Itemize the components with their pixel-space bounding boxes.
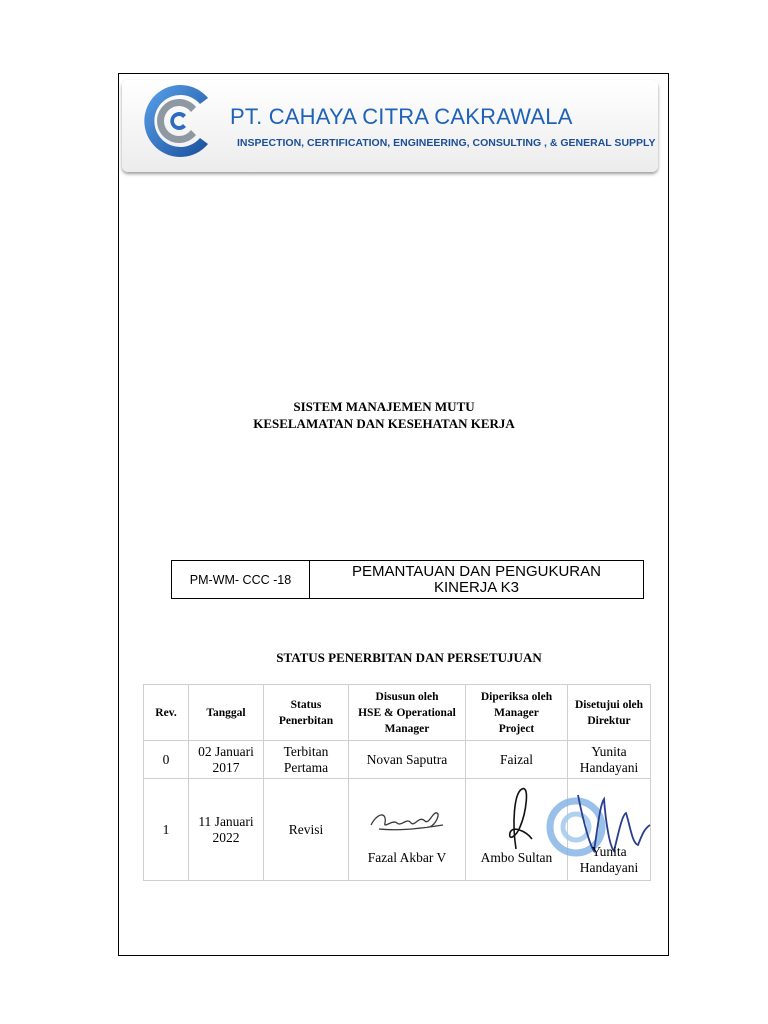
- company-tagline: INSPECTION, CERTIFICATION, ENGINEERING, CONSULTING , & GENERAL SUPPLY: [237, 137, 656, 149]
- header-disusun: [349, 685, 466, 741]
- row0-status-line2: Pertama: [283, 759, 329, 775]
- header-diperiksa-line1: Diperiksa oleh: [480, 690, 553, 703]
- row1-disetujui: [568, 779, 651, 881]
- approval-header-row: [144, 685, 651, 741]
- row1-disetujui-name: [568, 844, 650, 876]
- header-diperiksa-line3: Project: [498, 722, 535, 735]
- row1-disusun: [349, 779, 466, 881]
- row0-rev: 0: [144, 741, 189, 779]
- header-disetujui-line2: Direktur: [587, 714, 631, 727]
- approval-section-title: STATUS PENERBITAN DAN PERSETUJUAN: [276, 650, 542, 665]
- ccc-logo-icon: [138, 80, 218, 162]
- row1-diperiksa-name: Ambo Sultan: [480, 850, 553, 865]
- header-status-line1: Status: [290, 698, 322, 711]
- row0-tanggal-line1: 02 Januari: [198, 743, 254, 759]
- row0-diperiksa: Faizal: [466, 741, 568, 779]
- header-disusun-line1: Disusun oleh: [375, 690, 439, 703]
- header-disetujui-line1: Disetujui oleh: [574, 698, 644, 711]
- row0-tanggal: [189, 741, 264, 779]
- header-diperiksa: [466, 685, 568, 741]
- row0-disetujui: [568, 741, 651, 779]
- company-name: PT. CAHAYA CITRA CAKRAWALA: [230, 104, 573, 129]
- row1-disetujui-line1: Yunita: [591, 844, 627, 859]
- header-status-line2: Penerbitan: [278, 714, 334, 727]
- document-title-line2: KESELAMATAN DAN KESEHATAN KERJA: [253, 416, 515, 431]
- document-code-table: [171, 560, 644, 599]
- header-status: [264, 685, 349, 741]
- row1-tanggal-line1: 11 Januari: [198, 813, 254, 829]
- row0-status: [264, 741, 349, 779]
- header-disusun-line2: HSE & Operational: [358, 706, 456, 719]
- row0-disetujui-line2: Handayani: [579, 759, 639, 775]
- row0-status-line1: Terbitan: [283, 743, 329, 759]
- row0-disusun: Novan Saputra: [349, 741, 466, 779]
- row0-tanggal-line2: 2017: [212, 759, 240, 775]
- signature-fazal-icon: [367, 799, 447, 839]
- header-disusun-line3: Manager: [384, 722, 430, 735]
- row1-disusun-name: Fazal Akbar V: [367, 850, 447, 865]
- header-diperiksa-line2: Manager: [494, 706, 539, 719]
- row0-disetujui-line1: Yunita: [591, 743, 627, 759]
- signature-ambo-icon: [502, 783, 542, 853]
- row1-tanggal-line2: 2022: [212, 829, 240, 845]
- table-row: [144, 741, 651, 779]
- table-row: [144, 779, 651, 881]
- document-name-line2: KINERJA K3: [433, 578, 520, 596]
- document-title-line1: SISTEM MANAJEMEN MUTU: [293, 399, 475, 414]
- document-code: PM-WM- CCC -18: [172, 561, 310, 599]
- row1-status: Revisi: [264, 779, 349, 881]
- row1-tanggal: [189, 779, 264, 881]
- header-rev: Rev.: [144, 685, 189, 741]
- document-name-line1: PEMANTAUAN DAN PENGUKURAN: [352, 562, 601, 580]
- document-name: [310, 561, 644, 599]
- approval-table: [143, 684, 651, 881]
- row1-rev: 1: [144, 779, 189, 881]
- header-disetujui: [568, 685, 651, 741]
- row1-disetujui-line2: Handayani: [579, 860, 639, 875]
- header-tanggal: Tanggal: [189, 685, 264, 741]
